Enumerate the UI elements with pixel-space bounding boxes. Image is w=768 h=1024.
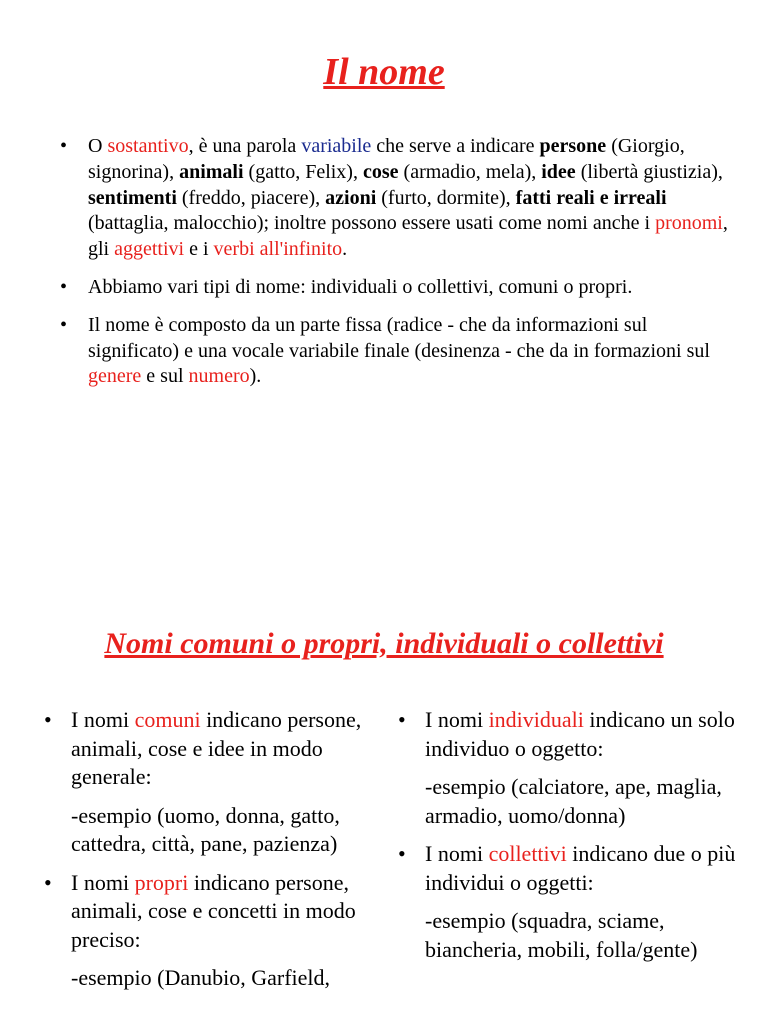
left-column-list: [44, 706, 374, 1003]
text-run: (Giorgio, signorina),: [88, 135, 685, 183]
left-column-item: [44, 706, 374, 859]
bullet-dot-icon: •: [60, 275, 68, 298]
text-run: , gli: [88, 212, 728, 261]
right-item-example: -esempio (squadra, sciame, biancheria, mobili, folla/gente): [425, 908, 698, 962]
right-item-text: [425, 707, 735, 761]
left-column-item: [44, 869, 374, 993]
highlighted-term: comuni: [134, 707, 201, 732]
intro-bullet-item: [60, 313, 740, 390]
intro-bullet-item: [60, 134, 740, 263]
left-item-example: -esempio (Danubio, Garfield,: [71, 965, 331, 990]
left-item-text: [71, 870, 356, 952]
right-column-item: [398, 840, 738, 964]
highlighted-term: cose: [362, 160, 399, 183]
bullet-dot-icon: •: [60, 313, 68, 336]
intro-bullet-text: [88, 135, 728, 260]
intro-bullet-list: [60, 134, 740, 402]
intro-bullet-text: [88, 314, 710, 388]
right-column-item: [398, 706, 738, 830]
highlighted-term: sentimenti: [88, 186, 177, 209]
highlighted-term: aggettivi: [114, 238, 185, 261]
text-run: indicano persone, animali, cose e idee in modo generale:: [71, 707, 362, 789]
highlighted-term: variabile: [301, 135, 372, 157]
text-run: .: [342, 238, 348, 261]
highlighted-term: azioni: [325, 186, 377, 209]
text-run: e sul: [141, 365, 189, 388]
text-run: e i: [184, 238, 214, 261]
page-title: Il nome: [323, 51, 445, 93]
bullet-dot-icon: •: [398, 707, 406, 732]
highlighted-term: collettivi: [488, 841, 567, 866]
text-run: Il nome è composto da un parte fissa (radice - che da informazioni sul significato) e una vocale variabile finale (desinenza - che da in formazioni sul: [88, 313, 710, 362]
text-run: Abbiamo vari tipi di nome: individuali o collettivi, comuni o propri.: [88, 275, 633, 298]
bullet-dot-icon: •: [44, 707, 52, 732]
text-run: (furto, dormite),: [376, 186, 516, 209]
section-title: Nomi comuni o propri, individuali o collettivi: [104, 627, 664, 660]
bullet-dot-icon: •: [44, 869, 52, 895]
text-run: O: [88, 135, 108, 157]
right-item-example: -esempio (calciatore, ape, maglia, armadio, uomo/donna): [425, 774, 722, 828]
text-run: (freddo, piacere),: [176, 186, 326, 209]
highlighted-term: sostantivo: [107, 135, 189, 157]
intro-bullet-item: [60, 275, 740, 301]
bullet-dot-icon: •: [398, 841, 406, 866]
text-run: (battaglia, malocchio); inoltre possono essere usati come nomi anche i: [88, 212, 656, 235]
text-run: ).: [249, 365, 262, 388]
right-column-list: [398, 706, 738, 974]
highlighted-term: persone: [539, 135, 607, 157]
highlighted-term: idee: [541, 160, 576, 183]
text-run: I nomi: [71, 707, 135, 732]
highlighted-term: numero: [188, 365, 250, 388]
intro-bullet-text: [88, 276, 632, 298]
highlighted-term: individuali: [488, 707, 584, 732]
text-run: (gatto, Felix),: [243, 160, 363, 183]
text-run: indicano un solo individuo o oggetto:: [425, 707, 735, 761]
text-run: , è una parola: [188, 135, 302, 157]
bullet-dot-icon: •: [60, 135, 68, 157]
text-run: indicano due o più individui o oggetti:: [425, 841, 736, 895]
highlighted-term: propri: [134, 869, 189, 895]
highlighted-term: genere: [88, 365, 142, 388]
text-run: I nomi: [71, 869, 135, 895]
text-run: I nomi: [425, 841, 489, 866]
text-run: (armadio, mela),: [398, 160, 542, 183]
left-item-text: [71, 707, 361, 789]
highlighted-term: fatti reali e irreali: [515, 186, 667, 209]
highlighted-term: pronomi: [655, 212, 723, 235]
right-item-text: [425, 841, 735, 895]
left-item-example: -esempio (uomo, donna, gatto, cattedra, città, pane, pazienza): [71, 802, 340, 856]
highlighted-term: animali: [179, 160, 244, 183]
text-run: che serve a indicare: [371, 135, 540, 157]
text-run: indicano persone, animali, cose e concetti in modo preciso:: [71, 869, 356, 952]
text-run: I nomi: [425, 707, 489, 732]
highlighted-term: verbi all'infinito: [213, 238, 343, 261]
text-run: (libertà giustizia),: [575, 160, 723, 183]
